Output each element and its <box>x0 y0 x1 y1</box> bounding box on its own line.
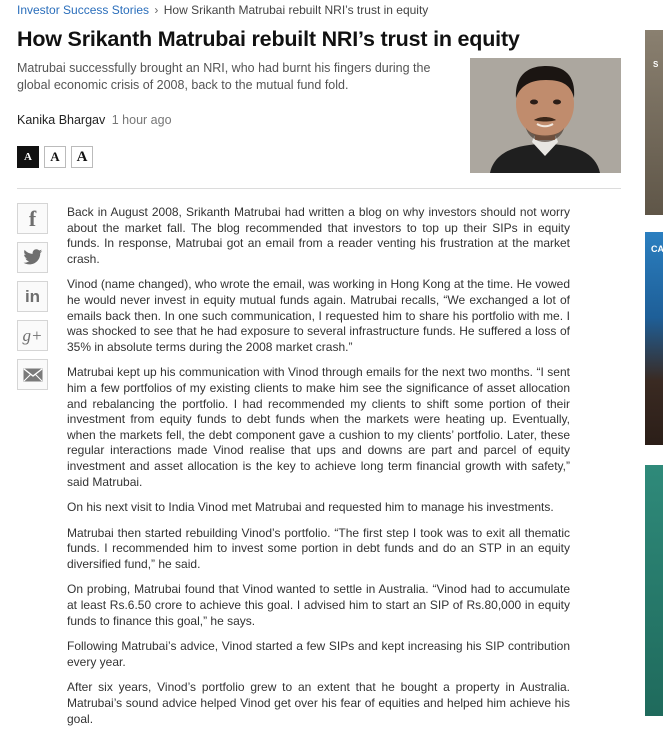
article-paragraph: On probing, Matrubai found that Vinod wanted to settle in Australia. “Vinod had to accumulate at least Rs.6.50 crore to achieve this goal. I advised him to start an SIP of Rs.80,000 in equity funds to finance this goal,” he says. <box>67 582 570 628</box>
sidebar-promo-1[interactable] <box>645 30 663 215</box>
twitter-bird-glyph <box>23 249 43 266</box>
sidebar-promo-3[interactable] <box>645 465 663 716</box>
article-paragraph: Following Matrubai’s advice, Vinod started a few SIPs and kept increasing his SIP contribution every year. <box>67 639 570 669</box>
publish-time: 1 hour ago <box>111 113 172 127</box>
email-icon[interactable] <box>17 359 48 390</box>
article-title: How Srikanth Matrubai rebuilt NRI’s trust in equity <box>17 27 520 51</box>
header-divider <box>17 188 621 189</box>
font-size-controls <box>17 146 93 168</box>
article-summary: Matrubai successfully brought an NRI, who had burnt his fingers during the global economic crisis of 2008, back to the mutual fund fold. <box>17 61 431 92</box>
article-body <box>67 205 570 737</box>
twitter-icon[interactable] <box>17 242 48 273</box>
author-photo <box>470 58 621 173</box>
portrait-illustration <box>470 58 621 173</box>
share-bar <box>17 203 48 390</box>
article-paragraph: Vinod (name changed), who wrote the email, was working in Hong Kong at the time. He vowed he would never invest in equity mutual funds again. Matrubai recalls, “We exchanged a lot of emails back then. In one such communication, I requested him to share his portfolio with me. I was shocked to see that he had exposure to several infrastructure funds. He suffered a loss of 35% in absolute terms during the 2008 market crash.” <box>67 277 570 354</box>
facebook-icon[interactable]: f <box>17 203 48 234</box>
font-size-large-button[interactable]: A <box>71 146 93 168</box>
google-plus-icon[interactable]: g+ <box>17 320 48 351</box>
article-paragraph: On his next visit to India Vinod met Matrubai and requested him to manage his investments. <box>67 500 554 515</box>
article-paragraph: Matrubai then started rebuilding Vinod’s portfolio. “The first step I took was to exit all thematic funds. I recommended him to invest some portion in debt funds and do an STP in an equity diversified fund,” he said. <box>67 525 570 571</box>
breadcrumb-separator: › <box>154 3 159 17</box>
byline <box>17 113 172 127</box>
sidebar-promo-2-label: CA <box>651 244 664 254</box>
sidebar-promo-1-label: S <box>653 60 659 69</box>
author-name[interactable]: Kanika Bhargav <box>17 113 106 127</box>
envelope-glyph <box>23 368 43 382</box>
sidebar-promo-2[interactable] <box>645 232 663 445</box>
breadcrumb-current: How Srikanth Matrubai rebuilt NRI’s trust in equity <box>163 3 429 17</box>
article-paragraph: Back in August 2008, Srikanth Matrubai had written a blog on why investors should not worry about the market fall. The blog recommended that investors to top up their SIPs in equity funds. In response, Matrubai got an email from a reader venting his frustration at the market crash. <box>67 205 570 266</box>
breadcrumb-section-link[interactable]: Investor Success Stories <box>17 3 150 17</box>
font-size-small-button[interactable]: A <box>17 146 39 168</box>
article-paragraph: Matrubai kept up his communication with Vinod through emails for the next two months. “I sent him a few portfolios of my existing clients to make him see the significance of asset allocation and rebalancing the portfolio. I had recommended my clients to shift some portion of their investment from equity funds to debt funds when the markets were heating up. Eventually, when the markets fell, the debt component gave a cushion to my clients’ portfolio. Later, these regular interactions made Vinod realise that ups and downs are part and parcel of equity investment and asset allocation is the key to achieve long term financial growth with safety,” said Matrubai. <box>67 365 570 489</box>
article-paragraph: After six years, Vinod’s portfolio grew to an extent that he bought a property in Australia. Matrubai’s sound advice helped Vinod get over his fear of equities and helped him achieve his goal. <box>67 680 570 726</box>
breadcrumb <box>17 3 428 17</box>
font-size-medium-button[interactable]: A <box>44 146 66 168</box>
linkedin-icon[interactable]: in <box>17 281 48 312</box>
